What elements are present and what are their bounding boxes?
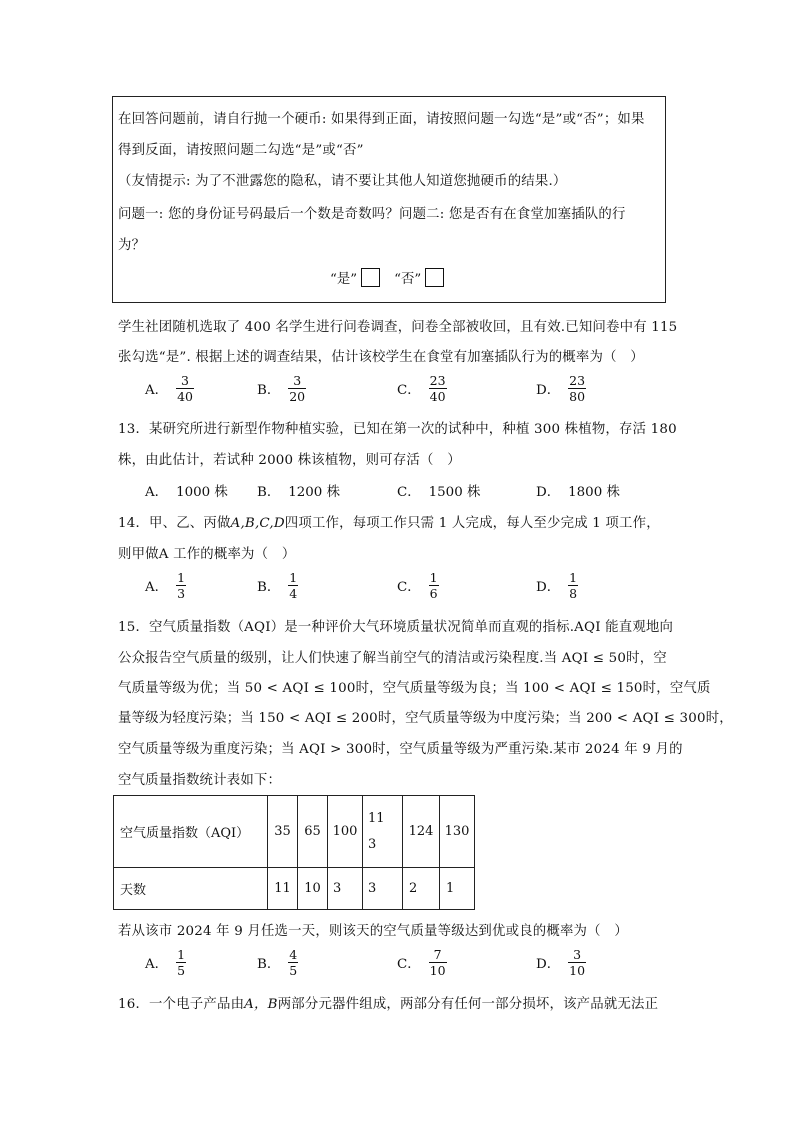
no-label: “否” (394, 272, 422, 287)
q13-option-c[interactable]: C． 1500 株 (397, 485, 481, 500)
days-row (114, 868, 475, 910)
q12-option-c[interactable]: C． $\frac{23}{40}$ (397, 373, 446, 404)
q13-option-b[interactable]: B． 1200 株 (257, 485, 340, 500)
q15-line-2: 公众报告空气质量的级别，让人们快速了解当前空气的清洁或污染程度.当 AQI ≤ 50时，空 (118, 651, 667, 666)
q15-option-a[interactable]: A． $\frac{1}{5}$ (145, 947, 186, 978)
q12-option-b[interactable]: B． $\frac{3}{20}$ (257, 373, 306, 404)
q12-line-1: 学生社团随机选取了 400 名学生进行问卷调查，问卷全部被收回，且有效.已知问卷中有 115 (118, 320, 678, 335)
aqi-cell: 35 (268, 796, 298, 868)
q15-line-7: 若从该市 2024 年 9 月任选一天，则该天的空气质量等级达到优或良的概率为（ ） (118, 924, 628, 939)
q14-option-b[interactable]: B． $\frac{1}{4}$ (257, 570, 298, 601)
q12-line-2: 张勾选“是”. 根据上述的调查结果，估计该校学生在食堂有加塞插队行为的概率为（ ） (118, 350, 644, 365)
aqi-cell: 130 (440, 796, 475, 868)
q12-option-a[interactable]: A． $\frac{3}{40}$ (145, 373, 193, 404)
days-cell: 10 (298, 868, 328, 910)
yes-checkbox[interactable] (361, 268, 380, 287)
survey-line-2: 得到反面，请按照问题二勾选“是”或“否” (118, 143, 364, 158)
q13-option-d[interactable]: D． 1800 株 (536, 485, 620, 500)
days-cell: 3 (363, 868, 403, 910)
no-checkbox[interactable] (425, 268, 444, 287)
q12-option-d[interactable]: D． $\frac{23}{80}$ (536, 373, 586, 404)
days-cell: 11 (268, 868, 298, 910)
q15-option-b[interactable]: B． $\frac{4}{5}$ (257, 947, 298, 978)
survey-line-1: 在回答问题前，请自行抛一个硬币: 如果得到正面，请按照问题一勾选“是”或“否”；如果 (118, 112, 645, 127)
q15-line-6: 空气质量指数统计表如下： (118, 773, 282, 788)
q15-line-4: 量等级为轻度污染；当 150 < AQI ≤ 200时，空气质量等级为中度污染；当 200 < AQI ≤ 300时， (118, 711, 733, 726)
survey-line-3: （友情提示: 为了不泄露您的隐私，请不要让其他人知道您抛硬币的结果.） (118, 174, 567, 189)
survey-line-5: 为？ (118, 238, 146, 253)
q14-line-1: 14．甲、乙、丙做A,B,C,D四项工作，每项工作只需 1 人完成，每人至少完成 1 项工作， (118, 516, 660, 531)
aqi-cell: 100 (328, 796, 363, 868)
aqi-table (113, 795, 475, 910)
aqi-cell: 65 (298, 796, 328, 868)
days-cell: 2 (403, 868, 440, 910)
q14-line-2: 则甲做A 工作的概率为（ ） (118, 547, 296, 562)
q13-option-a[interactable]: A． 1000 株 (145, 485, 228, 500)
aqi-cell: 11 3 (363, 796, 403, 868)
aqi-row (114, 796, 475, 868)
survey-line-4: 问题一: 您的身份证号码最后一个数是奇数吗？问题二: 您是否有在食堂加塞插队的行 (118, 207, 626, 222)
aqi-header: 空气质量指数（AQI） (114, 796, 268, 868)
q14-option-c[interactable]: C． $\frac{1}{6}$ (397, 570, 438, 601)
days-header: 天数 (114, 868, 268, 910)
q15-option-d[interactable]: D． $\frac{3}{10}$ (536, 947, 586, 978)
q15-line-5: 空气质量等级为重度污染；当 AQI > 300时，空气质量等级为严重污染.某市 2024 年 9 月的 (118, 742, 683, 757)
q15-line-1: 15．空气质量指数（AQI）是一种评价大气环境质量状况简单而直观的指标.AQI 能直观地向 (118, 620, 674, 635)
q13-line-1: 13．某研究所进行新型作物种植实验，已知在第一次的试种中，种植 300 株植物，存活 180 (118, 422, 677, 437)
days-cell: 1 (440, 868, 475, 910)
q15-option-c[interactable]: C． $\frac{7}{10}$ (397, 947, 446, 978)
q13-line-2: 株，由此估计，若试种 2000 株该植物，则可存活（ ） (118, 453, 461, 468)
aqi-cell: 124 (403, 796, 440, 868)
yes-label: “是” (330, 272, 358, 287)
survey-answer-row (330, 268, 448, 287)
days-cell: 3 (328, 868, 363, 910)
q16-line-1: 16．一个电子产品由A，B两部分元器件组成，两部分有任何一部分损坏，该产品就无法正 (118, 997, 659, 1012)
q14-option-a[interactable]: A． $\frac{1}{3}$ (145, 570, 186, 601)
q15-line-3: 气质量等级为优；当 50 < AQI ≤ 100时，空气质量等级为良；当 100 < AQI ≤ 150时，空气质 (118, 681, 711, 696)
q14-option-d[interactable]: D． $\frac{1}{8}$ (536, 570, 578, 601)
